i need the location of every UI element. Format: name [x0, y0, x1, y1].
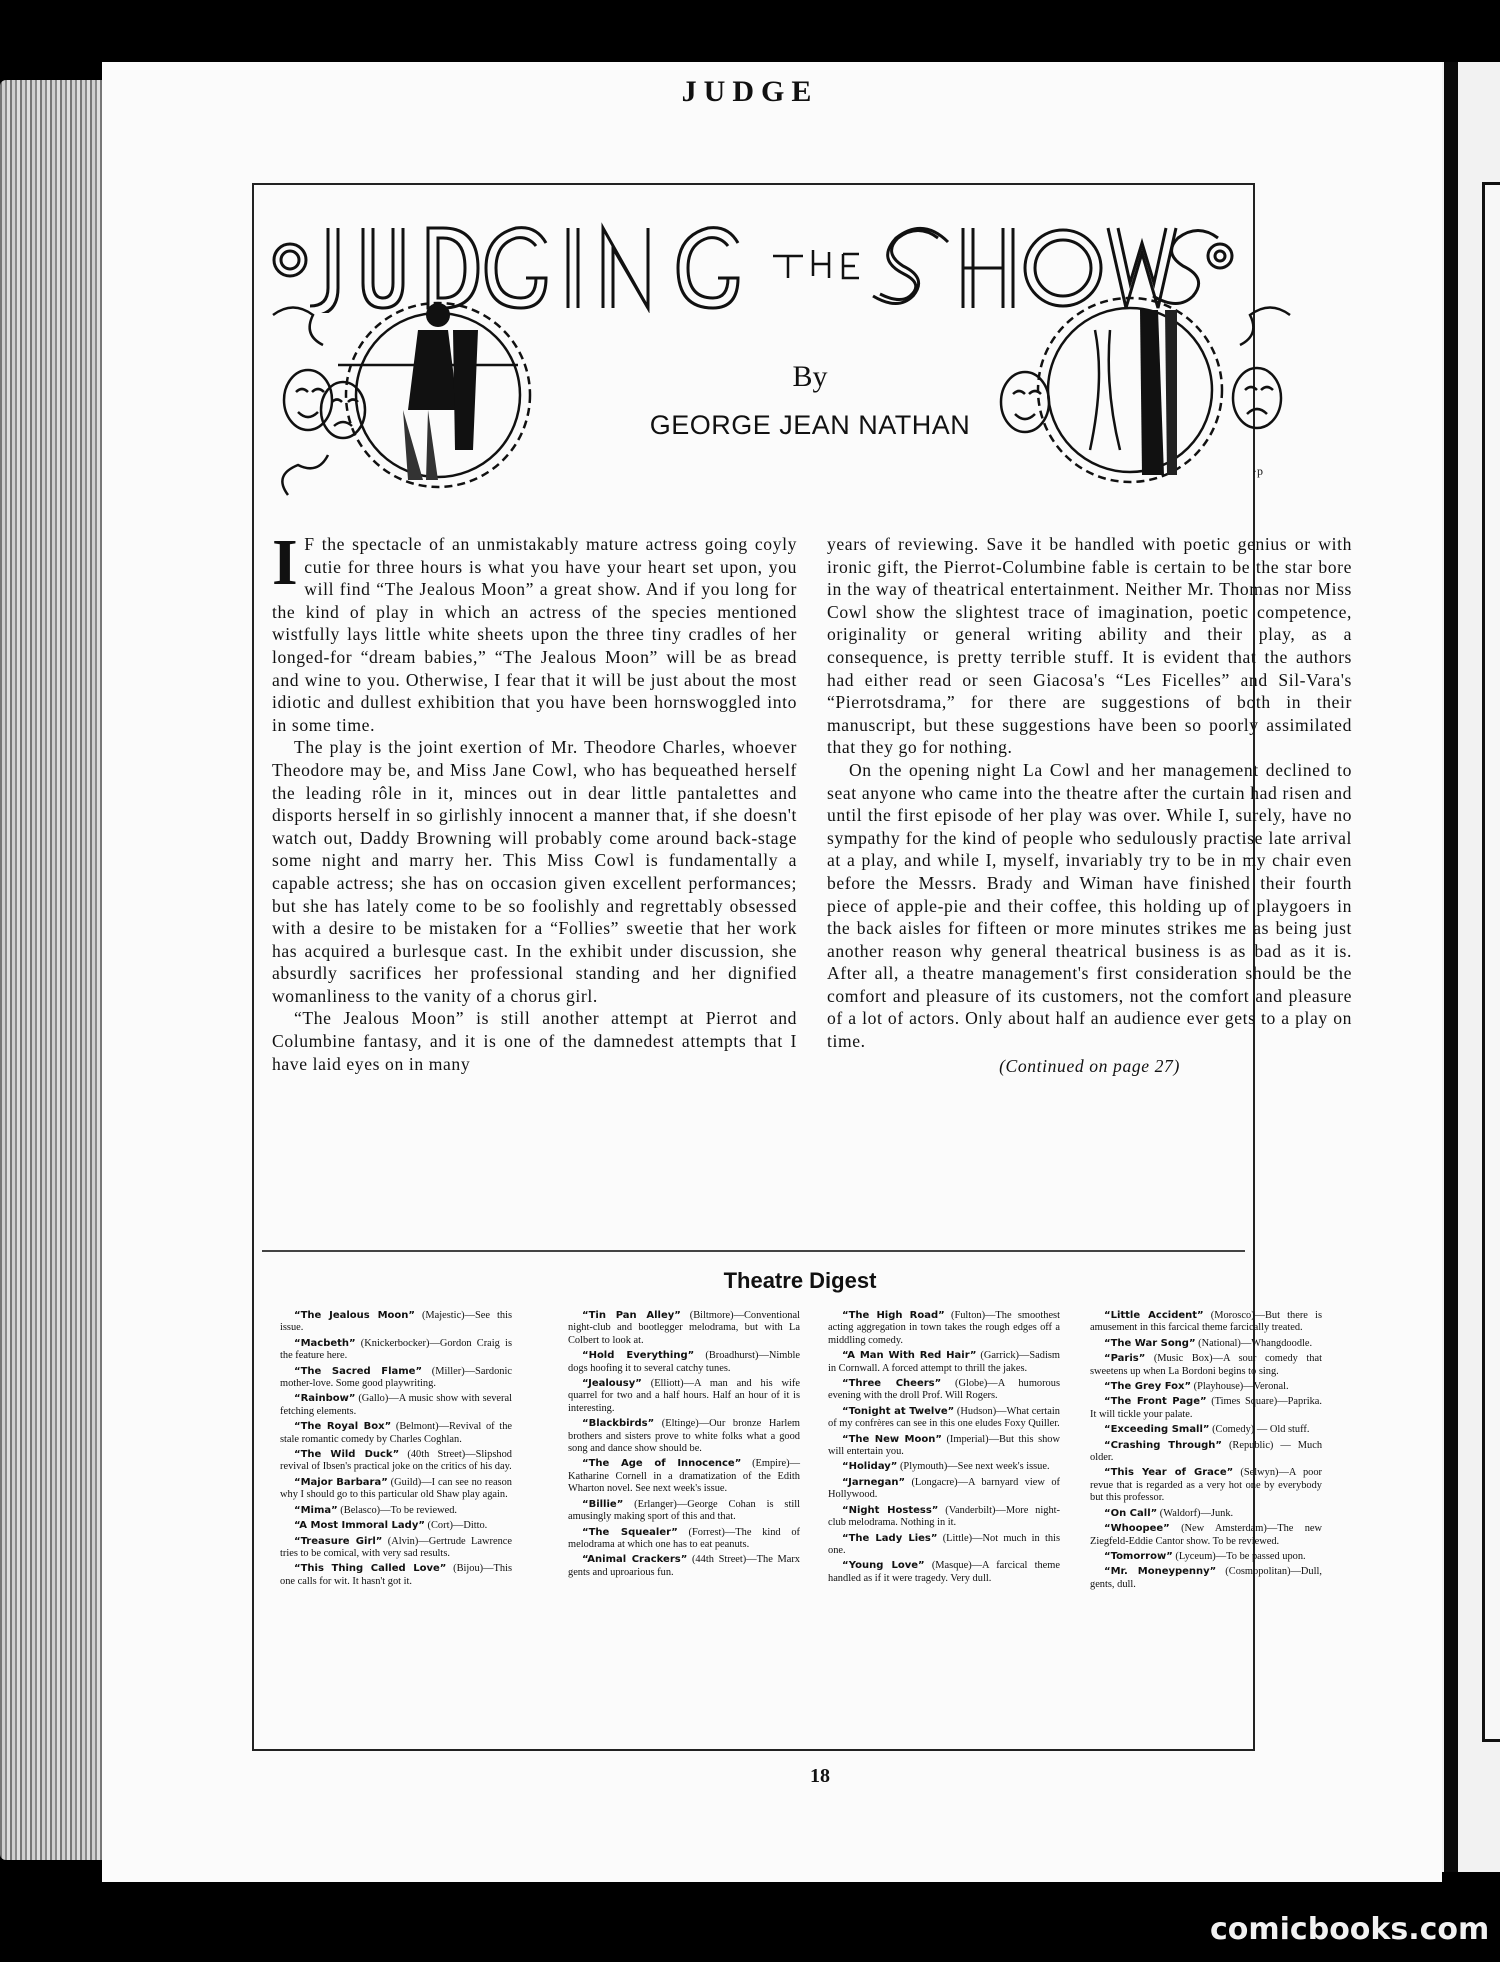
digest-entry [828, 1378, 1060, 1403]
digest-show-title: “Tomorrow” [1104, 1550, 1173, 1562]
digest-show-note: (Empire)—Katharine Cornell in a dramatization of the Edith Wharton novel. See next week's issue. [568, 1458, 800, 1495]
digest-show-note: (National)—Whangdoodle. [1195, 1337, 1313, 1349]
digest-show-title: “Tin Pan Alley” [582, 1310, 681, 1321]
digest-entry [1090, 1508, 1322, 1520]
digest-entry [568, 1554, 800, 1579]
digest-show-title: “Billie” [582, 1498, 624, 1510]
article-paragraph: On the opening night La Cowl and her management declined to seat anyone who came into the theatre after the curtain had risen and until the first episode of her play was over. While I, surely, have no sympathy for the kind of people who sedulously practise late arrival at a play, and while I, myself, invariably try to be in my chair even before the Messrs. Brady and Wiman have finished their fourth piece of apple-pie and their coffee, this holding up of playgoers in the back aisles for fifteen or more minutes strikes me as being just another reason why general theatrical business is as bad as it is. After all, a theatre management's first consideration should be the comfort and pleasure of its customers, not the comfort and pleasure of a lot of actors. Only about half an audience ever gets to a play on time. [827, 759, 1352, 1052]
digest-show-note: (Broadhurst)—Nimble dogs hoofing it to several catchy tunes. [568, 1350, 801, 1374]
digest-show-note: (Hudson)—What certain of my confrères can see in this one eludes Foxy Quiller. [828, 1405, 1060, 1430]
digest-show-title: “A Man With Red Hair” [842, 1350, 977, 1362]
digest-show-title: “The Grey Fox” [1104, 1381, 1192, 1393]
digest-show-title: “This Thing Called Love” [294, 1563, 447, 1575]
digest-column-2 [568, 1310, 800, 1582]
digest-entry [568, 1310, 800, 1347]
digest-show-note: (Elliott)—A man and his wife quarrel for two and a half hours. Half an hour of it is interesting. [568, 1378, 800, 1414]
digest-entry [828, 1505, 1060, 1530]
digest-show-title: “Treasure Girl” [294, 1535, 383, 1547]
digest-entry [568, 1350, 800, 1375]
digest-show-note: (Fulton)—The smoothest acting aggregation in town takes the rough edges off a middling comedy. [828, 1310, 1060, 1346]
digest-show-title: “Mr. Moneypenny” [1104, 1566, 1217, 1578]
digest-show-note: (Gallo)—A music show with several fetching elements. [280, 1393, 512, 1417]
digest-show-title: “The Squealer” [582, 1526, 678, 1538]
digest-entry [1090, 1440, 1322, 1465]
digest-show-title: “Whoopee” [1104, 1523, 1170, 1535]
drop-cap: I [272, 526, 299, 599]
theatre-digest-heading: Theatre Digest [723, 1268, 877, 1293]
digest-show-note: (Bijou)—This one calls for wit. It hasn't got it. [280, 1563, 512, 1587]
page-number: 18 [810, 1765, 830, 1787]
digest-entry [280, 1338, 512, 1363]
svg-text:·p: ·p [1253, 464, 1263, 478]
digest-show-note: (Belasco)—To be reviewed. [337, 1504, 457, 1516]
digest-show-note: (Playhouse)—Veronal. [1191, 1381, 1289, 1393]
digest-show-note: (Lyceum)—To be passed upon. [1172, 1550, 1306, 1562]
digest-show-title: “Young Love” [842, 1560, 925, 1572]
digest-show-title: “Exceeding Small” [1104, 1424, 1210, 1436]
digest-entry [1090, 1310, 1322, 1335]
digest-show-title: “The Sacred Flame” [294, 1365, 423, 1377]
digest-entry [1090, 1396, 1322, 1421]
article-paragraph: I F the spectacle of an unmistakably mature actress going coyly cutie for three hours is what you have your heart set upon, you will find “The Jealous Moon” a great show. And if you long for the kind of play in which an actress of the species mentioned wistfully lays little white sheets upon the three tiny cradles of her longed-for “dream babies,” “The Jealous Moon” will be as bread and wine to you. Otherwise, I fear that it will be just about the most idiotic and dullest exhibition that you have been hornswoggled into in some time. [272, 526, 797, 735]
digest-entry [828, 1310, 1060, 1347]
digest-show-note: (Cosmopolitan)—Dull, gents, dull. [1090, 1566, 1322, 1590]
digest-entry [280, 1449, 512, 1474]
digest-entry [828, 1533, 1060, 1558]
digest-entry [280, 1520, 512, 1532]
continued-notice: (Continued on page 27) [999, 1055, 1180, 1076]
digest-entry [280, 1477, 512, 1502]
digest-show-note: (Republic) — Much older. [1090, 1439, 1323, 1464]
digest-entry [280, 1310, 512, 1335]
digest-column-4 [1090, 1310, 1322, 1594]
article-paragraph: The play is the joint exertion of Mr. Theodore Charles, whoever Theodore may be, and Miss Jane Cowl, who has bequeathed herself the leading rôle in it, minces out in dear little pantalettes and disports herself in so girlishly innocent a manner that, if she doesn't watch out, Daddy Browning will probably come around back-stage some night and marry her. This Miss Cowl is fundamentally a capable actress; she has on occasion given excellent performances; but she has lately come to be so foolishly and regrettably obsessed with a desire to be mistaken for a “Follies” sweetie that her work has acquired a burlesque cast. In the exhibit under discussion, she absurdly sacrifices her professional standing and her dignified womanliness to the vanity of a chorus girl. [272, 737, 797, 1006]
digest-entry [568, 1378, 800, 1415]
digest-show-title: “Blackbirds” [582, 1418, 655, 1430]
digest-column-1 [280, 1310, 512, 1591]
digest-entry [1090, 1353, 1322, 1378]
digest-entry [280, 1393, 512, 1418]
digest-show-title: “Three Cheers” [842, 1378, 942, 1390]
digest-show-note: (Forrest)—The kind of melodrama at which one has to eat peanuts. [568, 1526, 800, 1550]
digest-entry [568, 1527, 800, 1552]
digest-show-note: (Plymouth)—See next week's issue. [897, 1461, 1050, 1473]
digest-show-title: “Little Accident” [1104, 1310, 1204, 1321]
facing-page-edge [1438, 62, 1500, 1872]
digest-show-title: “Macbeth” [294, 1337, 356, 1349]
book-page-edges [0, 80, 110, 1860]
article-column-2 [827, 533, 1352, 1077]
digest-entry [568, 1418, 800, 1455]
digest-show-title: “On Call” [1104, 1507, 1158, 1519]
article-paragraph: years of reviewing. Save it be handled with poetic genius or with ironic gift, the Pierrot-Columbine fable is certain to be the star bore in the way of theatrical entertainment. Neither Mr. Thomas nor Miss Cowl show the slightest trace of imagination, poetic competence, originality or general writing ability and their play, as a consequence, is pretty terrible stuff. It is evident that the authors had either read or seen Giacosa's “Les Ficelles” and Sil-Vara's “Pierrotsdrama,” for there are suggestions of both in their manuscript, but these suggestions have been so poorly assimilated that they go for nothing. [827, 534, 1352, 758]
digest-show-title: “The War Song” [1104, 1337, 1196, 1349]
digest-show-title: “Mima” [294, 1504, 338, 1516]
digest-show-title: “The Age of Innocence” [582, 1458, 742, 1470]
digest-show-title: “Tonight at Twelve” [842, 1405, 955, 1417]
digest-entry [280, 1505, 512, 1517]
digest-entry [1090, 1523, 1322, 1548]
pierrot-masks-illustration-right [995, 290, 1295, 500]
digest-show-note: (Belmont)—Revival of the stale romantic comedy by Charles Coghlan. [280, 1421, 512, 1445]
digest-entry [1090, 1338, 1322, 1350]
digest-show-note: (Garrick)—Sadism in Cornwall. A forced attempt to thrill the jakes. [828, 1350, 1060, 1374]
digest-show-title: “Crashing Through” [1104, 1439, 1222, 1451]
digest-show-note: (Cort)—Ditto. [424, 1520, 488, 1532]
digest-show-note: (40th Street)—Slipshod revival of Ibsen's practical joke on the critics of his day. [280, 1449, 512, 1473]
digest-show-title: “The Royal Box” [294, 1421, 392, 1433]
digest-column-3 [828, 1310, 1060, 1588]
digest-show-title: “The High Road” [842, 1310, 945, 1321]
digest-entry [828, 1461, 1060, 1473]
digest-show-title: “Paris” [1104, 1353, 1146, 1365]
digest-entry [1090, 1566, 1322, 1591]
digest-show-title: “The Front Page” [1104, 1396, 1207, 1408]
digest-show-note: (Imperial)—But this show will entertain you. [828, 1433, 1061, 1458]
digest-show-note: (Guild)—I can see no reason why I should go to this particular old Shaw play again. [280, 1476, 512, 1501]
digest-entry [280, 1563, 512, 1588]
digest-entry [828, 1406, 1060, 1431]
digest-show-note: (Selwyn)—A poor revue that is regarded as a very hot one by everybody but this professor. [1090, 1467, 1323, 1504]
digest-show-note: (Eltinge)—Our bronze Harlem brothers and sisters prove to white folks what a good song and dance show should be. [568, 1418, 800, 1455]
digest-entry [568, 1499, 800, 1524]
author-name: GEORGE JEAN NATHAN [649, 410, 971, 440]
running-head: JUDGE [681, 75, 819, 108]
byline-by: By [792, 360, 828, 393]
digest-show-title: “Night Hostess” [842, 1504, 939, 1516]
digest-show-note: (Biltmore)—Conventional night-club and bootlegger melodrama, but with La Colbert to look at. [568, 1310, 800, 1346]
digest-entry [1090, 1381, 1322, 1393]
digest-show-note: (Majestic)—See this issue. [280, 1310, 512, 1334]
digest-show-title: “This Year of Grace” [1104, 1467, 1234, 1479]
digest-entry [568, 1458, 800, 1495]
article-column-1 [272, 526, 797, 1075]
digest-entry [828, 1477, 1060, 1502]
digest-show-note: (Morosco)—But there is amusement in this farcical theme farcically treated. [1090, 1310, 1322, 1334]
digest-show-note: (Vanderbilt)—More night-club melodrama. Nothing in it. [828, 1504, 1060, 1529]
digest-entry [828, 1560, 1060, 1585]
digest-entry [1090, 1551, 1322, 1563]
digest-show-note: (Masque)—A farcical theme handled as if it were tragedy. Very dull. [828, 1560, 1060, 1584]
section-divider [262, 1250, 1245, 1252]
digest-entry [1090, 1424, 1322, 1436]
digest-show-note: (Alvin)—Gertrude Lawrence tries to be comical, with very sad results. [280, 1535, 512, 1559]
pierrot-masks-illustration-left [268, 290, 568, 500]
digest-show-note: (Music Box)—A sour comedy that sweetens up when La Bordoni begins to sing. [1090, 1353, 1322, 1377]
digest-show-note: (New Amsterdam)—The new Ziegfeld-Eddie Cantor show. To be reviewed. [1090, 1523, 1322, 1547]
digest-show-title: “The Lady Lies” [842, 1532, 938, 1544]
digest-show-note: (Longacre)—A barnyard view of Hollywood. [828, 1476, 1060, 1501]
digest-show-title: “Jealousy” [582, 1378, 642, 1390]
site-watermark: comicbooks.com [1210, 1912, 1490, 1947]
digest-entry [280, 1366, 512, 1391]
digest-show-title: “Major Barbara” [294, 1476, 388, 1488]
digest-show-note: (Times Square)—Paprika. It will tickle your palate. [1090, 1396, 1322, 1420]
digest-entry [1090, 1467, 1322, 1504]
digest-show-note: (Knickerbocker)—Gordon Craig is the feature here. [280, 1337, 512, 1362]
digest-show-title: “Holiday” [842, 1461, 898, 1473]
digest-show-note: (Little)—Not much in this one. [828, 1532, 1060, 1556]
digest-entry [280, 1421, 512, 1446]
article-paragraph: “The Jealous Moon” is still another attempt at Pierrot and Columbine fantasy, and it is one of the damnedest attempts that I have laid eyes on in many [272, 1008, 797, 1074]
digest-show-title: “Hold Everything” [582, 1350, 695, 1362]
digest-show-title: “The Wild Duck” [294, 1449, 400, 1461]
digest-entry [280, 1536, 512, 1561]
digest-show-title: “Animal Crackers” [582, 1554, 688, 1566]
digest-show-title: “Jarnegan” [842, 1476, 906, 1488]
digest-show-title: “Rainbow” [294, 1393, 356, 1405]
digest-show-note: (Miller)—Sardonic mother-love. Some good playwriting. [280, 1365, 512, 1390]
digest-show-title: “A Most Immoral Lady” [294, 1520, 425, 1532]
digest-show-note: (Comedy) — Old stuff. [1209, 1424, 1310, 1436]
digest-show-title: “The New Moon” [842, 1433, 942, 1445]
digest-entry [828, 1434, 1060, 1459]
digest-show-note: (44th Street)—The Marx gents and uproarious fun. [568, 1554, 800, 1578]
digest-show-note: (Waldorf)—Junk. [1157, 1507, 1234, 1519]
digest-show-note: (Erlanger)—George Cohan is still amusingly making sport of this and that. [568, 1498, 800, 1523]
digest-show-note: (Globe)—A humorous evening with the droll Prof. Will Rogers. [828, 1378, 1060, 1402]
digest-entry [828, 1350, 1060, 1375]
digest-show-title: “The Jealous Moon” [294, 1310, 415, 1321]
